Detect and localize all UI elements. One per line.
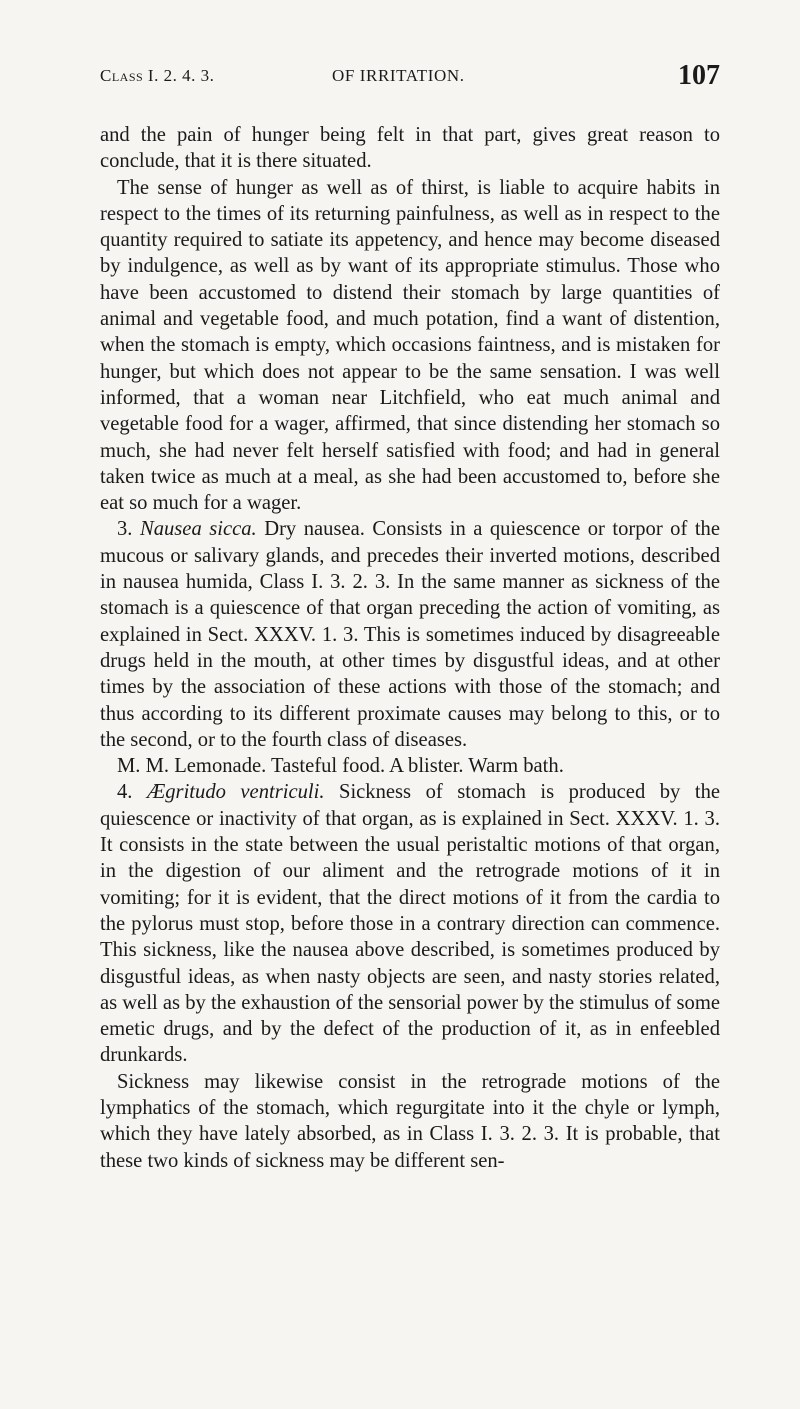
running-head <box>100 60 720 100</box>
paragraph-text: Dry nausea. Consists in a quiescence or torpor of the mucous or salivary glands, and precedes their inverted motions, described in nausea humida, Class I. 3. 2. 3. In the same manner as sickness of the stomach is a quiescence of that organ preceding the action of vomiting, as explained in Sect. XXXV. 1. 3. This is sometimes induced by disagreeable drugs held in the mouth, at other times by disgustful ideas, and at other times by the association of these actions with those of the stomach; and thus according to its different proximate causes may belong to this, or to the second, or to the fourth class of diseases. <box>100 518 720 751</box>
running-head-section: Class I. 2. 4. 3. <box>100 66 215 85</box>
paragraph-lymphatics <box>100 1069 720 1174</box>
disease-name: Nausea sicca. <box>139 518 257 541</box>
book-page <box>100 60 720 1174</box>
paragraph-text: The sense of hunger as well as of thirst, is liable to acquire habits in respect to the times of its returning painfulness, as well as in respect to the quantity required to satiate its appetency, and hence may become diseased by indulgence, as well as by want of its appropriate stimulus. Those who have been accustomed to distend their stomach by large quantities of animal and vegetable food, and much potation, find a want of distention, when the stomach is empty, which occasions faintness, and is mistaken for hunger, but which does not appear to be the same sensation. I was well informed, that a woman near Litchfield, who eat much animal and vegetable food for a wager, affirmed, that since distending her stomach so much, she had never felt herself satisfied with food; and had in general taken twice as much at a meal, as she had been accustomed to, before she eat so much for a wager. <box>100 176 720 515</box>
disease-name: Ægritudo ventriculi. <box>146 781 325 804</box>
paragraph-continuation <box>100 122 720 175</box>
paragraph-nausea-sicca <box>100 516 720 753</box>
section-number: 4. <box>117 781 147 804</box>
section-number: 3. <box>117 518 140 541</box>
page-number: 107 <box>678 60 720 91</box>
paragraph-text: Sickness of stomach is produced by the quiescence or inactivity of that organ, as is explained in Sect. XXXV. 1. 3. It consists in the state between the usual peristaltic motions of that organ, in the digestion of our aliment and the retrograde motions of it in vomiting; for it is evident, that the direct motions of it from the cardia to the pylorus must stop, before those in a contrary direction can commence. This sickness, like the nausea above described, is sometimes produced by disgustful ideas, as when nasty objects are seen, and nasty stories related, as well as by the exhaustion of the sensorial power by the stimulus of some emetic drugs, and by the defect of the production of it, as in enfeebled drunkards. <box>100 781 721 1067</box>
running-head-title: OF IRRITATION. <box>332 66 465 85</box>
paragraph-methodus-medendi <box>100 753 720 779</box>
paragraph-aegritudo-ventriculi <box>100 779 720 1068</box>
paragraph-text: Sickness may likewise consist in the retrograde motions of the lymphatics of the stomach, which regurgitate into it the chyle or lymph, which they have lately absorbed, as in Class I. 3. 2. 3. It is probable, that these two kinds of sickness may be different sen- <box>100 1070 720 1172</box>
paragraph-text: and the pain of hunger being felt in that part, gives great reason to conclude, that it is there situated. <box>100 124 720 173</box>
paragraph-text: M. M. Lemonade. Tasteful food. A blister. Warm bath. <box>117 755 564 778</box>
paragraph-hunger-habits <box>100 175 720 517</box>
body-text <box>100 122 720 1174</box>
